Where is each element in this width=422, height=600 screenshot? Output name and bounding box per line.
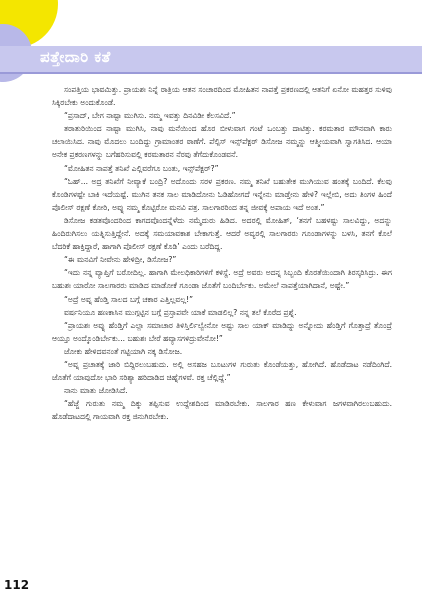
paragraph: ತರಾತುರಿಯಿಂದ ನಾಷ್ಟಾ ಮುಗಿಸಿ, ನಾವು ಮನೆಯಿಂದ ಹೊರ ಬೀಳುವಾಗ ಗಂಟೆ ಒಂಬತ್ತು ದಾಟಿತ್ತು. ಕರಮತಾರ ಮೌನವಾಗಿ ಕಾರು ಚಲಾಯಿಸಿದ. ನಾವು ಮೊದಲು ಬಂದಿದ್ದು ಗ್ರಾಮಾಂತರ ಠಾಣೆಗೆ. ಪೆಲ್ಪಿಸ್ ಇನ್ಸ್‌ಪೆಕ್ಟರ್ ಡಿಸೋಜ ನಮ್ಮನ್ನು ಆತ್ಮೀಯವಾಗಿ ಸ್ವಾಗತಿಸಿದ. ಆಯಾ ಅನೇಕ ಪ್ರಕರಣಗಳನ್ನು ಬಗೆಹರಿಸುವಲ್ಲಿ ಕರಮತಾರನ ನೆರವು ತೆಗೆದುಕೊಂಡವನೆ. [52,124,392,160]
paragraph: ಸಂಪತ್ತಿಯ ಭಾವಮಿತ್ತು. ಪ್ರಾಯಶಃ ನಿನ್ನೆ ರಾತ್ರಿಯ ಆತನ ಸಂಚಾರದಿಂದ ಮೋಹಿತನ ನಾಪತ್ತೆ ಪ್ರಕರಣದಲ್ಲಿ ಆತನಿಗೆ ಏನೋ ಮಹತ್ತರ ಸುಳಿವು ಸಿಕ್ಕಿರಬೇಕು ಅಂದುಕೊಂಡೆ. [52,85,392,108]
page-number: 112 [4,578,30,592]
paragraph: ವರ್ಷನಿಯೂ ಹಣಕಾಸಿನ ಮುಗ್ಗಟ್ಟಿನ ಬಗ್ಗೆ ಪ್ರಸ್ತಾಪವೇ ಯಾಕೆ ಮಾಡಲಿಲ್ಲ? ನನ್ನ ತಲೆ ಕೊರೆದ ಪ್ರಶ್ನೆ. [64,307,297,317]
paragraph: “ಹೆಜ್ಜೆ ಗುರುತು ನಮ್ಮ ದಿಕ್ಕು ತಪ್ಪಿಸುವ ಉದ್ದೇಶದಿಂದ ಮಾಡಿರಬೇಕು. ಸಾಲಗಾರ ಹಣ ಕೇಳುವಾಗ ಜಗಳವಾಗಿರಲುಬಹುದು. ಹೊಡೆದಾಟದಲ್ಲಿ ಗಾಯವಾಗಿ ರಕ್ತ ಜಿನುಗಿರಬೇಕು. [52,399,392,422]
paragraph: ಡಿಸೋಜ ಕಡತವೊಂದರಿಂದ ಕಾಗದವೊಂದನ್ನೆಳೆದು ನಮ್ಮೆದುರು ಹಿಡಿದ. ಅದರಲ್ಲಿ ಮೋಹಿತ್, ‘ತನಗೆ ಬಹಳಷ್ಟು ಸಾಲವಿದ್ದು, ಅದನ್ನು ಹಿಂದಿರುಗಿಸಲು ಯತ್ನಿಸುತ್ತಿದ್ದೇನೆ. ಅದಕ್ಕೆ ಸಮಯಾವಕಾಶ ಬೇಕಾಗುತ್ತೆ. ಆದರೆ ಅವ್ಯರಲ್ಲಿ ಸಾಲಗಾರರು ಗೂಂಡಾಗಳನ್ನು ಬಳಸಿ, ತನಗೆ ಕೊಲೆ ಬೆದರಿಕೆ ಹಾಕ್ತಿದ್ದಾರೆ, ಹಾಗಾಗಿ ಪೊಲೀಸ್ ರಕ್ಷಣೆ ಕೊಡಿ’ ಎಂದು ಬರೆದಿದ್ದ. [52,215,392,252]
paragraph: “ಪ್ರಸಾದ್, ಬೇಗ ನಾಷ್ಟಾ ಮುಗಿಸು. ನಮ್ಮ ಇವತ್ತು ದಿನವಿಡೀ ಕೆಲಸವಿದೆ.” [64,111,236,121]
paragraph: ಜೋಕು ಹೇಳಿದವನಂತೆ ಗಟ್ಟಿಯಾಗಿ ನಕ್ಕ ಡಿಸೋಜ. [64,346,183,356]
story-body [52,83,392,423]
paragraph: “ಅದ್ರೆ ಅವ್ನ ಹೆಂಡ್ತಿ ಸಾಲದ ಬಗ್ಗೆ ಚಕಾರ ಎತ್ತಿಲ್ಲವಲ್ಲ!” [64,294,194,304]
paragraph: ನಾನು ಮಾತು ಜೋಡಿಸಿದೆ. [64,386,128,396]
paragraph: “ಮೋಹಿತನ ನಾಪತ್ತೆ ತನಿಖೆ ಎಲ್ಲಿವರೆಗೂ ಬಂತು, ಇನ್ಸ್‌ಪೆಕ್ಟರ್?” [64,163,219,173]
paragraph: “ಅವ್ನ ಪ್ರಚಾತಕ್ಕೆ ಜಾರಿ ಬಿದ್ದಿರಲುಬಹುದು. ಅಲ್ಲಿ ಅಸಹಜ ಬೂಟುಗಳ ಗುರುತು ಕೊಂಡೆಯತ್ತು, ಹೋಗಿದೆ. ಹೊಡೆದಾಟ ನಡೆದಿಂಗಿದೆ. ಜೊತೆಗೆ ಯಾವುದೋ ಭಾರಿ ಸರಿಶ್ಯಾ ಹರಿದಾಡಿದ ಚಿಹ್ನೆಗಳವೆ. ರಕ್ತ ಚೆಲ್ಲಿದ್ದೆ.” [52,359,392,383]
paragraph: “ಇದು ನನ್ನ ವ್ಯಾಪ್ತಿಗೆ ಬರೋದಿಲ್ಲ. ಹಾಗಾಗಿ ಮೇಲಧಿಕಾರಿಗಳಿಗೆ ಕಳಿಸ್ದೆ. ಅದ್ರೆ ಅವರು ಅದನ್ನ ಸಿಬ್ಬಂದಿ ಕೊರತೆಯಿಂದಾಗಿ ತಿರಸ್ಕರಿಸಿದ್ರು. ಈಗ ಬಹುಶಃ ಯಾರೋ ಸಾಲಗಾರರು ಮಾಡಿದ ಮಾಡೋಕೆ ಗೂಂಡಾ ಜೊತೆಗೆ ಬಂದಿರ್ಬೇಕು. ಅಮೇಲೆ ನಾಪತ್ತೆಯಾಗಿದಾನೆ, ಅಷ್ಟೇ.” [52,268,392,291]
paragraph: “ಓಹ್... ಅದ್ರ ತನಿಖೆಗೆ ನೀವ್ಯಾಕೆ ಬಂದ್ರಿ? ಅದೊಂದು ಸರಳ ಪ್ರಕರಣ. ನಮ್ಮ ತನಿಖೆ ಬಹುತೇಕ ಮುಗಿಯುವ ಹಂತಕ್ಕೆ ಬಂದಿದೆ. ಕೆಲವು ಕೊಂಡಿಗಳಷ್ಟೇ ಬಾಕಿ ಇದೆಯಷ್ಟೆ. ಮುಗಿನ ತನಕ ಸಾಲ ಮಾಡಿದೋನು ಓಡಿಹೋಗದೆ ಇನ್ನೇನು ಮಾಡ್ತೇನು ಹೇಳಿ? ಇಲ್ಲೇಬಿ, ಅದು ತಿಂಗಳ ಹಿಂದೆ ಪೊಲೀಸ್ ರಕ್ಷಣೆ ಕೋರಿ, ಅವ್ನು ನಮ್ಮ ಕೊಟ್ಟಿರೋ ಮನವಿ ಪತ್ರ. ಸಾಲಗಾರರಿಂದ ತನ್ನ ಜೀವಕ್ಕೆ ಅಪಾಯ ಇದೆ ಅಂತ.” [52,176,392,212]
section-title: ಪತ್ತೇದಾರಿ ಕತೆ [40,48,111,66]
paragraph: “ಪ್ರಾಯಶಃ ಅವ್ನು ಹೆಂಡ್ತಿಗೆ ಎಲ್ಲಾ ಸಮಾಚಾರ ತಿಳಿಸ್ತಿರ್ಲಿಲ್ವೇನೋ ಅಷ್ಟು ಸಾಲ ಯಾಕ್ ಮಾಡಿದ್ನು ಅನ್ನೋದು ಹೆಂಡ್ತಿಗೆ ಗೊತ್ತಾದ್ರೆ ತೊಂದ್ರೆ ಆಯ್ತೂ ಅಂದ್ಕೊಂಡಿರ್ಬೇಕು... ಬಹುಶಃ ಬೇರೆ ಹವ್ಯಾಸಗಳಿದ್ರುವೇನೋ!” [52,320,392,343]
paragraph: “ಈ ಮನವಿಗೆ ನೀವೇನು ಹೇಳಿದ್ರೀ, ಡಿಸೋಜ?” [64,255,177,265]
